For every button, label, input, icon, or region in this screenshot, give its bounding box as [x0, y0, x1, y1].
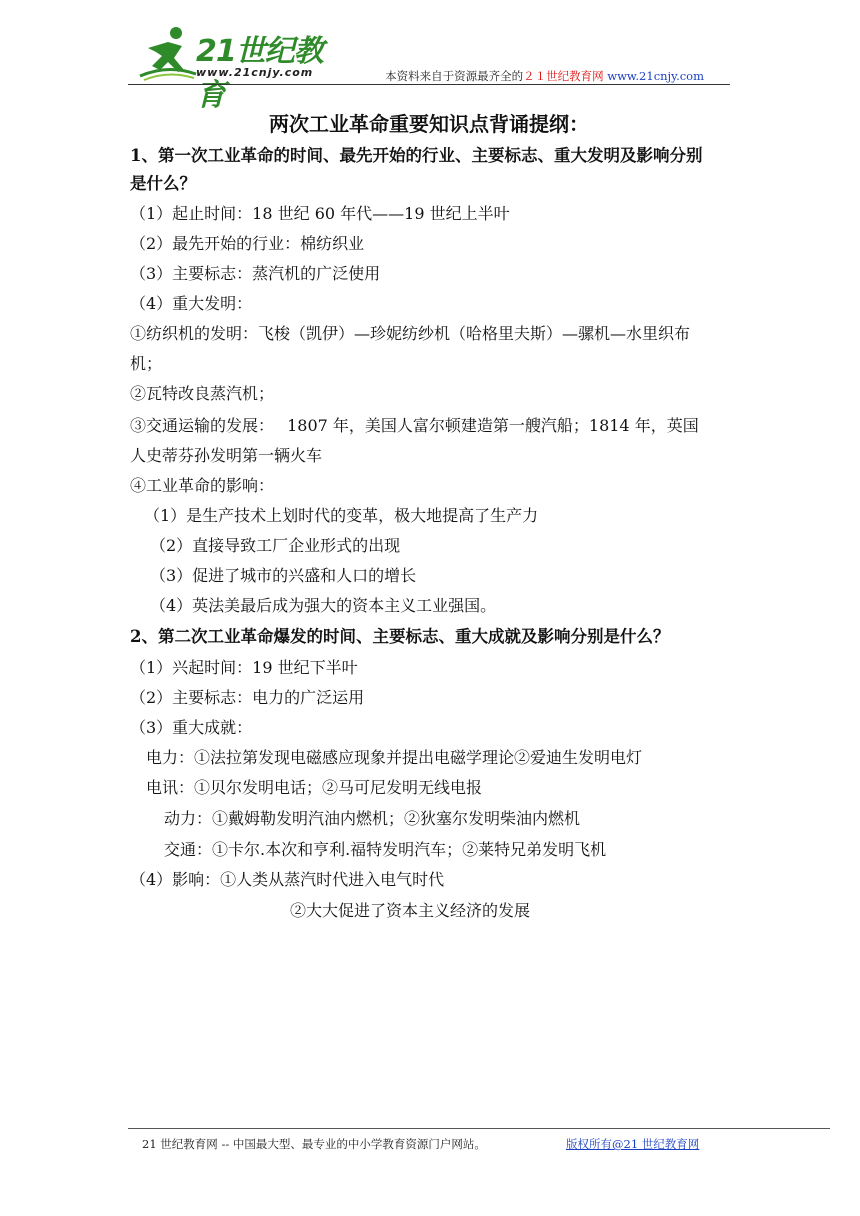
section2-telecom: 电讯：①贝尔发明电话；②马可尼发明无线电报: [146, 778, 483, 797]
section1-invention2: ②瓦特改良蒸汽机；: [130, 384, 275, 403]
section2-power: 动力：①戴姆勒发明汽油内燃机；②狄塞尔发明柴油内燃机: [164, 809, 581, 828]
source-prefix: 本资料来自于资源最齐全的: [385, 69, 524, 83]
section1-question-line1: 1、第一次工业革命的时间、最先开始的行业、主要标志、重大发明及影响分别: [130, 146, 703, 165]
section1-invention3-line1: ③交通运输的发展： 1807 年，美国人富尔顿建造第一艘汽船；1814 年，英国: [130, 416, 699, 435]
runner-icon: [138, 24, 198, 82]
section2-impact2: ②大大促进了资本主义经济的发展: [290, 901, 531, 920]
header-source-note: [385, 68, 704, 84]
section1-symbol: （3）主要标志：蒸汽机的广泛使用: [130, 264, 381, 283]
section1-industry: （2）最先开始的行业：棉纺织业: [130, 234, 365, 253]
section1-impact1: （1）是生产技术上划时代的变革，极大地提高了生产力: [144, 506, 539, 525]
section2-question: 2、第二次工业革命爆发的时间、主要标志、重大成就及影响分别是什么？: [130, 627, 670, 646]
section1-impact3: （3）促进了城市的兴盛和人口的增长: [150, 566, 417, 585]
footer-text: 21 世纪教育网 -- 中国最大型、最专业的中小学教育资源门户网站。: [142, 1137, 486, 1151]
section1-inventions-label: （4）重大发明：: [130, 294, 253, 313]
section1-impact4: （4）英法美最后成为强大的资本主义工业强国。: [150, 596, 497, 615]
section2-impact1: （4）影响：①人类从蒸汽时代进入电气时代: [130, 870, 445, 889]
section2-time: （1）兴起时间：19 世纪下半叶: [130, 658, 358, 677]
source-site-link[interactable]: ２１世纪教育网: [523, 69, 604, 83]
page-header: [128, 18, 730, 113]
section2-symbol: （2）主要标志：电力的广泛运用: [130, 688, 365, 707]
logo-url: www.21cnjy.com: [196, 66, 314, 79]
section1-invention1-line2: 机；: [130, 354, 163, 373]
section2-transport: 交通：①卡尔.本次和亨利.福特发明汽车；②莱特兄弟发明飞机: [164, 840, 607, 859]
section1-impact2: （2）直接导致工厂企业形式的出现: [150, 536, 401, 555]
section1-question-line2: 是什么？: [130, 174, 196, 193]
section1-impact-label: ④工业革命的影响：: [130, 476, 275, 495]
header-divider: [128, 84, 730, 85]
section1-invention1-line1: ①纺织机的发明：飞梭（凯伊）—珍妮纺纱机（哈格里夫斯）—骡机—水里织布: [130, 324, 691, 343]
section1-invention3-line2: 人史蒂芬孙发明第一辆火车: [130, 446, 323, 465]
source-url-link[interactable]: www.21cnjy.com: [607, 69, 704, 83]
site-logo: [138, 24, 338, 113]
footer-copyright-link[interactable]: 版权所有@21 世纪教育网: [566, 1137, 700, 1151]
page-title: 两次工业革命重要知识点背诵提纲：: [269, 112, 589, 136]
section2-electricity: 电力：①法拉第发现电磁感应现象并提出电磁学理论②爱迪生发明电灯: [146, 748, 643, 767]
logo-text: 21世纪教育: [196, 34, 323, 113]
section2-achievements-label: （3）重大成就：: [130, 718, 253, 737]
section1-time: （1）起止时间：18 世纪 60 年代——19 世纪上半叶: [130, 204, 510, 223]
footer-divider: [128, 1128, 830, 1129]
